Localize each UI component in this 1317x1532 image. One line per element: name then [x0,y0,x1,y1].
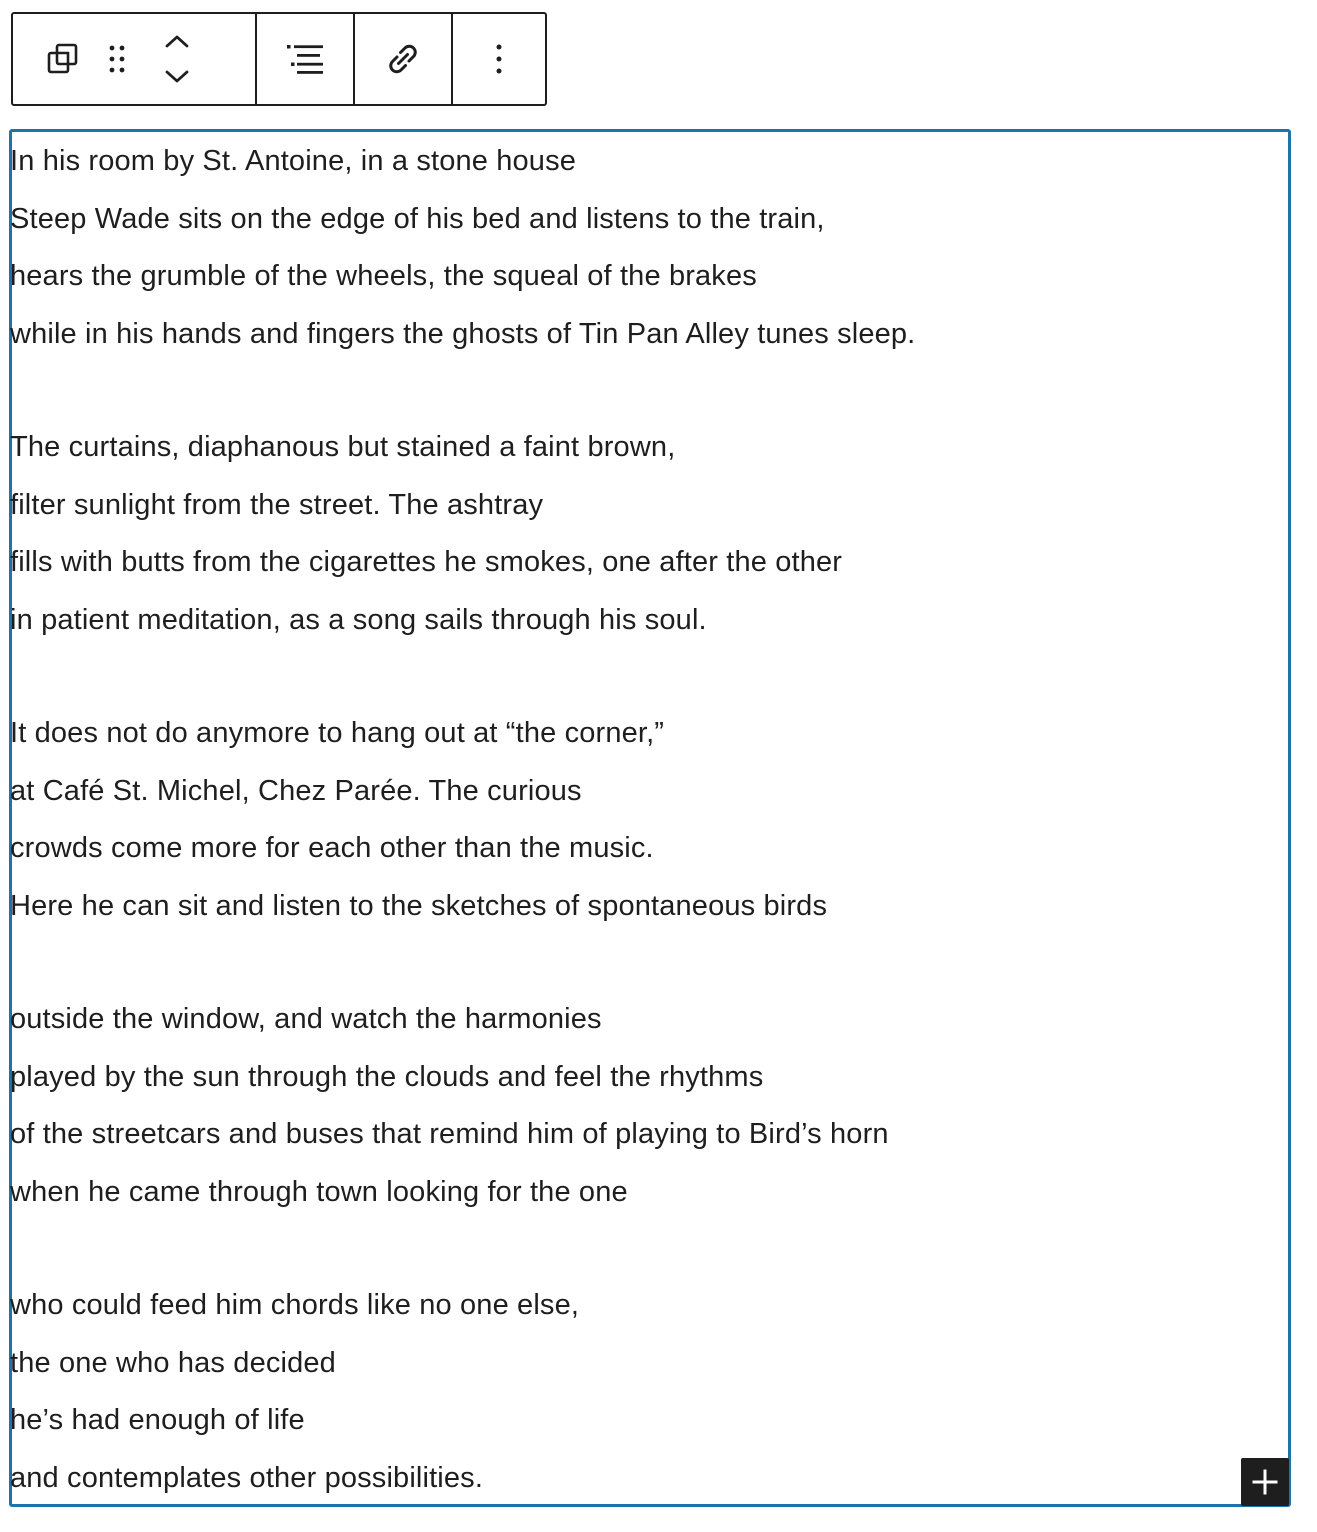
link-group [353,14,451,104]
verse-line: outside the window, and watch the harmonies [10,1003,602,1035]
move-up-button[interactable] [159,23,195,59]
link-icon [385,41,421,77]
verse-line: In his room by St. Antoine, in a stone house [10,145,576,177]
verse-line: crowds come more for each other than the music. [10,832,654,864]
verse-line: he’s had enough of life [10,1404,305,1436]
link-button[interactable] [373,29,433,89]
verse-line: The curtains, diaphanous but stained a faint brown, [10,431,676,463]
verse-line: at Café St. Michel, Chez Parée. The curious [10,774,582,807]
chevron-up-icon [163,31,191,51]
verse-line: while in his hands and fingers the ghosts of Tin Pan Alley tunes sleep. [10,317,916,350]
more-options-group [451,14,545,104]
verse-block[interactable] [9,129,1291,1507]
block-parent-controls [13,14,255,104]
align-button[interactable] [275,29,335,89]
more-options-button[interactable] [474,29,524,89]
verse-line: in patient meditation, as a song sails through his soul. [10,603,707,636]
drag-handle-icon [103,41,131,77]
verse-line: when he came through town looking for the one [10,1175,628,1208]
verse-stanza [12,705,1288,935]
verse-stanza [12,133,1288,363]
block-mover [159,19,195,99]
verse-text[interactable] [12,132,1288,1507]
verse-line: and contemplates other possibilities. [10,1461,484,1494]
align-group [255,14,353,104]
verse-line: who could feed him chords like no one else, [10,1289,580,1321]
verse-line: hears the grumble of the wheels, the squeal of the brakes [10,260,757,292]
verse-line: Here he can sit and listen to the sketches of spontaneous birds [10,889,828,922]
chevron-down-icon [163,67,191,87]
block-transform-icon [45,41,81,77]
add-block-button[interactable] [1241,1458,1289,1506]
verse-stanza [12,419,1288,649]
plus-icon [1251,1468,1279,1496]
verse-line: Steep Wade sits on the edge of his bed and listens to the train, [10,202,825,235]
align-justify-icon [285,41,325,77]
move-down-button[interactable] [159,59,195,95]
block-transform-button[interactable] [35,31,91,87]
drag-handle-button[interactable] [95,31,139,87]
more-vertical-icon [493,41,505,77]
verse-stanza [12,1277,1288,1507]
verse-stanza [12,991,1288,1221]
verse-line: played by the sun through the clouds and feel the rhythms [10,1060,764,1093]
verse-line: fills with butts from the cigarettes he smokes, one after the other [10,546,843,578]
verse-line: It does not do anymore to hang out at “the corner,” [10,717,665,749]
verse-line: the one who has decided [10,1346,336,1379]
verse-line: filter sunlight from the street. The ashtray [10,488,544,521]
block-toolbar [11,12,547,106]
verse-line: of the streetcars and buses that remind him of playing to Bird’s horn [10,1118,889,1150]
